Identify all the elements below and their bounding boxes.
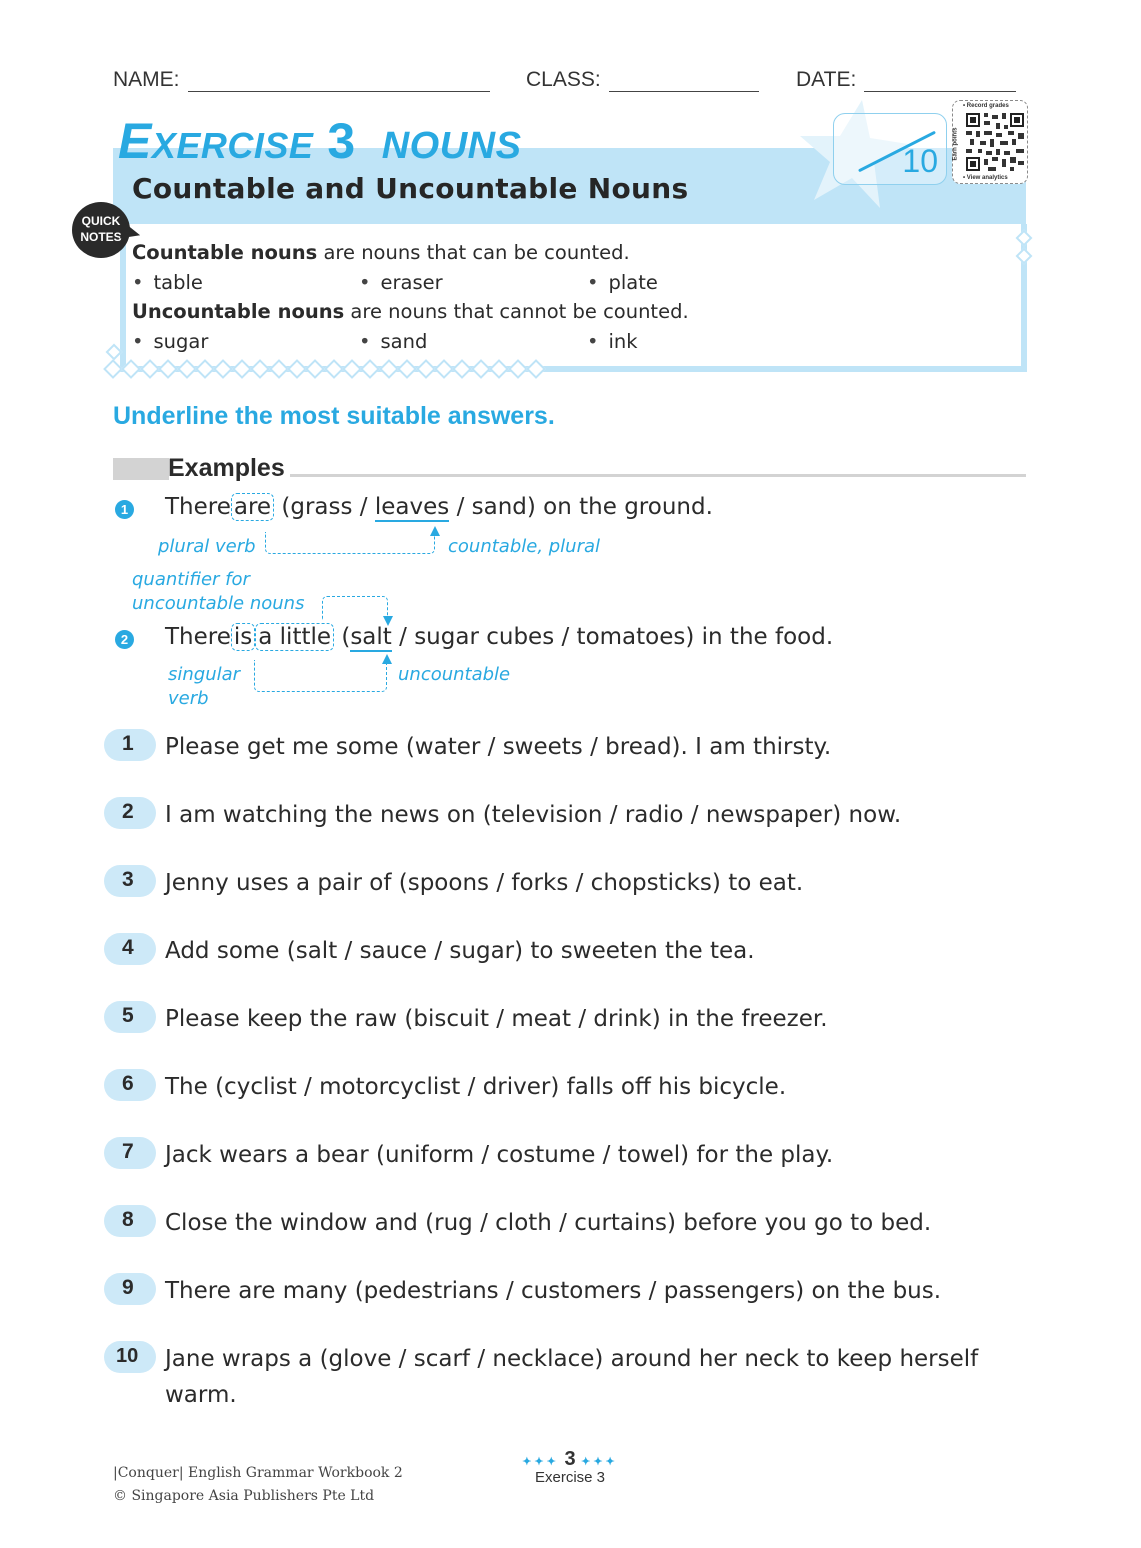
example-item: • sugar xyxy=(132,327,208,357)
countable-definition xyxy=(132,238,689,268)
exercise-number: 3 xyxy=(327,113,356,169)
uncountable-definition xyxy=(132,297,689,327)
examples-label: Examples xyxy=(168,454,285,482)
exercise-initial: E xyxy=(118,113,152,169)
question-number: 2 xyxy=(104,797,156,829)
connector-path xyxy=(254,660,387,692)
qr-bottom-caption: • View analytics xyxy=(963,175,1008,181)
boxed-verb: are xyxy=(231,493,274,521)
page-subtitle: Countable and Uncountable Nouns xyxy=(132,172,689,205)
score-box[interactable] xyxy=(833,113,947,185)
sentence-prefix: There xyxy=(165,494,231,520)
diamond-border-decoration xyxy=(106,362,547,382)
question-number: 7 xyxy=(104,1137,156,1169)
uncountable-def: are nouns that cannot be counted. xyxy=(344,300,689,323)
note-line: verb xyxy=(168,688,209,709)
example-item: • sand xyxy=(359,327,427,357)
question-number: 9 xyxy=(104,1273,156,1305)
exercise-heading xyxy=(118,112,521,170)
note-countable-plural: countable, plural xyxy=(448,536,601,557)
example-sentence-2 xyxy=(165,624,833,650)
example-item: • eraser xyxy=(359,268,443,298)
question-number: 5 xyxy=(104,1001,156,1033)
example-item: • ink xyxy=(587,327,638,357)
class-input-line[interactable] xyxy=(609,70,759,92)
footer-page-info xyxy=(510,1448,630,1486)
question-number: 3 xyxy=(104,865,156,897)
book-title: |Conquer| English Grammar Workbook 2 xyxy=(113,1465,403,1481)
question-number: 10 xyxy=(104,1341,156,1373)
quick-notes-badge xyxy=(72,202,130,258)
sentence-prefix: There xyxy=(165,624,231,650)
qr-top-caption: • Record grades xyxy=(963,103,1009,109)
page-number-row xyxy=(510,1448,630,1471)
student-info-fields xyxy=(113,68,1028,98)
date-input-line[interactable] xyxy=(864,70,1016,92)
question-text[interactable]: Jane wraps a (glove / scarf / necklace) around her neck to keep herself warm. xyxy=(165,1346,979,1408)
footer-publisher xyxy=(113,1462,403,1508)
sentence-rest: / sugar cubes / tomatoes) in the food. xyxy=(391,624,834,650)
note-line: singular xyxy=(168,664,241,685)
question-number: 4 xyxy=(104,933,156,965)
question-text[interactable]: There are many (pedestrians / customers / passengers) on the bus. xyxy=(165,1278,942,1304)
countable-term: Countable nouns xyxy=(132,241,318,264)
exercise-topic: NOUNS xyxy=(381,125,522,167)
uncountable-term: Uncountable nouns xyxy=(132,300,345,323)
example-sentence-1 xyxy=(165,494,713,520)
score-total: 10 xyxy=(902,143,938,179)
example-item: • table xyxy=(132,268,203,298)
connector-path xyxy=(265,532,435,554)
qr-code-panel[interactable] xyxy=(952,100,1028,184)
question-text[interactable]: Close the window and (rug / cloth / curtains) before you go to bed. xyxy=(165,1210,932,1236)
name-label: NAME: xyxy=(113,68,180,91)
note-quantifier xyxy=(132,568,304,616)
arrow-up-icon xyxy=(382,654,392,664)
question-text[interactable]: The (cyclist / motorcyclist / driver) falls off his bicycle. xyxy=(165,1074,787,1100)
note-plural-verb: plural verb xyxy=(158,536,256,557)
question-text[interactable]: Jenny uses a pair of (spoons / forks / chopsticks) to eat. xyxy=(165,870,804,896)
underlined-answer: salt xyxy=(350,624,392,650)
section-label: Exercise 3 xyxy=(534,1469,606,1486)
quick-notes-content xyxy=(132,238,689,356)
copyright: © Singapore Asia Publishers Pte Ltd xyxy=(113,1488,375,1504)
question-text[interactable]: Add some (salt / sauce / sugar) to sweeten the tea. xyxy=(165,938,755,964)
boxed-verb: is xyxy=(231,623,255,651)
sentence-options-open: ( xyxy=(341,624,351,650)
connector-path xyxy=(322,596,388,620)
question-number: 8 xyxy=(104,1205,156,1237)
badge-line-2: NOTES xyxy=(80,230,122,244)
boxed-quantifier: a little xyxy=(255,623,334,651)
badge-line-1: QUICK xyxy=(81,214,121,228)
note-singular-verb xyxy=(168,663,240,711)
star-decoration-icon: ✦✦✦ xyxy=(522,1456,559,1468)
question-text[interactable]: Please keep the raw (biscuit / meat / drink) in the freezer. xyxy=(165,1006,828,1032)
qr-code-icon[interactable] xyxy=(966,113,1024,171)
countable-def: are nouns that can be counted. xyxy=(317,241,630,264)
examples-bar xyxy=(113,458,169,480)
star-decoration-icon: ✦✦✦ xyxy=(581,1456,618,1468)
uncountable-examples xyxy=(132,327,689,357)
class-field[interactable] xyxy=(526,68,759,92)
sentence-options-open: (grass / xyxy=(281,494,375,520)
question-text[interactable]: Please get me some (water / sweets / bread). I am thirsty. xyxy=(165,734,832,760)
underlined-answer: leaves xyxy=(374,494,450,520)
note-line: uncountable nouns xyxy=(132,593,305,614)
date-label: DATE: xyxy=(796,68,857,91)
example-number-badge: 1 xyxy=(115,500,134,519)
question-text[interactable]: I am watching the news on (television / radio / newspaper) now. xyxy=(165,802,902,828)
page-number: 3 xyxy=(564,1448,576,1470)
date-field[interactable] xyxy=(796,68,1016,92)
note-uncountable: uncountable xyxy=(398,664,511,685)
name-field[interactable] xyxy=(113,68,490,92)
sentence-rest: / sand) on the ground. xyxy=(449,494,713,520)
example-item: • plate xyxy=(587,268,658,298)
instruction-heading: Underline the most suitable answers. xyxy=(113,402,555,430)
name-input-line[interactable] xyxy=(188,70,490,92)
note-line: quantifier for xyxy=(132,569,250,590)
arrow-up-icon xyxy=(430,526,440,536)
question-number: 1 xyxy=(104,729,156,761)
countable-examples xyxy=(132,268,689,298)
qr-side-caption: Earn points xyxy=(952,127,959,161)
question-number: 6 xyxy=(104,1069,156,1101)
question-text[interactable]: Jack wears a bear (uniform / costume / towel) for the play. xyxy=(165,1142,834,1168)
examples-divider xyxy=(290,474,1026,477)
class-label: CLASS: xyxy=(526,68,601,91)
exercise-word: XERCISE xyxy=(151,125,314,166)
example-number-badge: 2 xyxy=(115,630,134,649)
